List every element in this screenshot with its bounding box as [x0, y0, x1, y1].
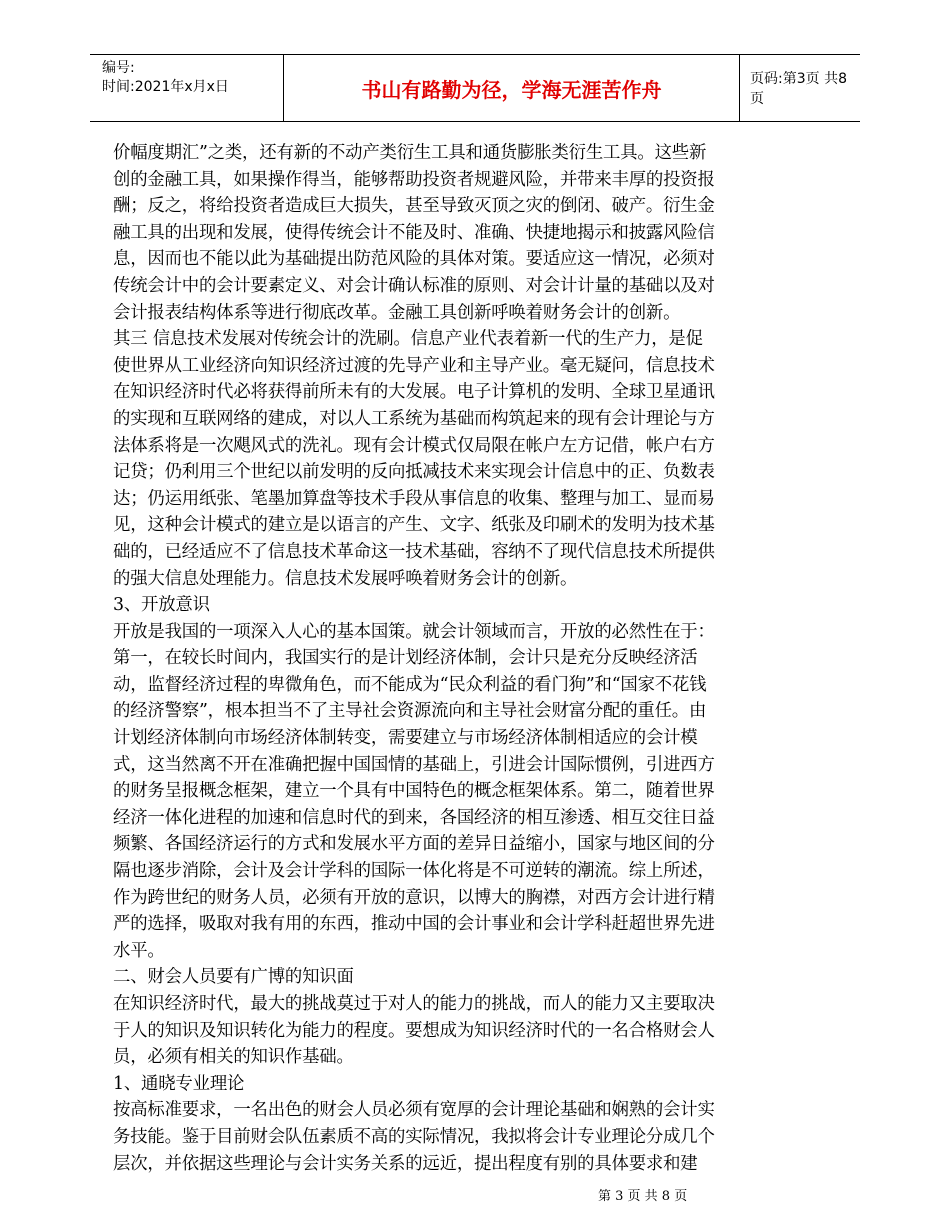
text-line: 创的金融工具，如果操作得当，能够帮助投资者规避风险，并带来丰厚的投资报: [113, 169, 715, 190]
text-line: 严的选择，吸取对我有用的东西，推动中国的会计事业和会计学科赶超世界先进: [113, 914, 715, 935]
text-line: 见，这种会计模式的建立是以语言的产生、文字、纸张及印刷术的发明为技术基: [113, 515, 715, 536]
text-line: 的经济警察”，根本担当不了主导社会资源流向和主导社会财富分配的重任。由: [113, 701, 707, 722]
document-body: [113, 140, 768, 1177]
text-line: 在知识经济时代必将获得前所未有的大发展。电子计算机的发明、全球卫星通讯: [113, 382, 715, 403]
text-line: 务技能。鉴于目前财会队伍素质不高的实际情况，我拟将会计专业理论分成几个: [113, 1126, 715, 1147]
text-line: 记贷；仍利用三个世纪以前发明的反向抵减技术来实现会计信息中的正、负数表: [113, 462, 715, 483]
text-line: 动，监督经济过程的卑微角色，而不能成为“民众利益的看门狗”和“国家不花钱: [113, 674, 707, 695]
document-time-label: 时间:2021年x月x日: [102, 79, 229, 95]
text-line: 达；仍运用纸张、笔墨加算盘等技术手段从事信息的收集、整理与加工、显而易: [113, 488, 715, 509]
text-line: 息，因而也不能以此为基础提出防范风险的具体对策。要适应这一情况，必须对: [113, 249, 715, 270]
text-line: 价幅度期汇”之类，还有新的不动产类衍生工具和通货膨胀类衍生工具。这些新: [113, 143, 707, 163]
text-line: 水平。: [113, 940, 165, 961]
text-line: 隔也逐步消除，会计及会计学科的国际一体化将是不可逆转的潮流。综上所述，: [113, 861, 715, 882]
header-page-number: 页码:第3页 共8页: [750, 71, 847, 107]
text-line: 计划经济体制向市场经济体制转变，需要建立与市场经济体制相适应的会计模: [113, 728, 698, 749]
text-line: 其三 信息技术发展对传统会计的洗刷。信息产业代表着新一代的生产力，是促: [113, 329, 703, 350]
text-line: 3、开放意识: [113, 595, 210, 616]
text-line: 会计报表结构体系等进行彻底改革。金融工具创新呼唤着财务会计的创新。: [113, 302, 681, 323]
text-line: 第一，在较长时间内，我国实行的是计划经济体制，会计只是充分反映经济活: [113, 648, 698, 669]
text-line: 员，必须有相关的知识作基础。: [113, 1047, 354, 1068]
text-line: 经济一体化进程的加速和信息时代的到来，各国经济的相互渗透、相互交往日益: [113, 807, 715, 828]
header-motto: 书山有路勤为径，学海无涯苦作舟: [283, 55, 740, 121]
document-number-label: 编号:: [102, 60, 135, 76]
text-line: 开放是我国的一项深入人心的基本国策。就会计领域而言，开放的必然性在于：: [113, 621, 715, 642]
text-line: 1、通晓专业理论: [113, 1073, 245, 1094]
text-line: 作为跨世纪的财务人员，必须有开放的意识，以博大的胸襟，对西方会计进行精: [113, 887, 715, 908]
header-meta: [90, 55, 283, 121]
text-line: 法体系将是一次飓风式的洗礼。现有会计模式仅局限在帐户左方记借，帐户右方: [113, 435, 715, 456]
text-line: 在知识经济时代，最大的挑战莫过于对人的能力的挑战，而人的能力又主要取决: [113, 994, 715, 1014]
text-line: 按高标准要求，一名出色的财会人员必须有宽厚的会计理论基础和娴熟的会计实: [113, 1100, 715, 1121]
text-line: 层次，并依据这些理论与会计实务关系的远近，提出程度有别的具体要求和建: [113, 1153, 698, 1174]
text-line: 融工具的出现和发展，使得传统会计不能及时、准确、快捷地揭示和披露风险信: [113, 222, 715, 243]
text-line: 频繁、各国经济运行的方式和发展水平方面的差异日益缩小，国家与地区间的分: [113, 834, 715, 855]
page-footer: 第 3 页 共 8 页: [598, 1189, 688, 1204]
text-line: 的实现和互联网络的建成，对以人工系统为基础而构筑起来的现有会计理论与方: [113, 408, 715, 429]
text-line: 酬；反之，将给投资者造成巨大损失，甚至导致灭顶之灾的倒闭、破产。衍生金: [113, 196, 715, 217]
page-header: [90, 54, 860, 122]
text-line: 础的，已经适应不了信息技术革命这一技术基础，容纳不了现代信息技术所提供: [113, 541, 715, 562]
text-line: 传统会计中的会计要素定义、对会计确认标准的原则、对会计计量的基础以及对: [113, 275, 715, 296]
text-line: 的强大信息处理能力。信息技术发展呼唤着财务会计的创新。: [113, 568, 578, 589]
text-line: 于人的知识及知识转化为能力的程度。要想成为知识经济时代的一名合格财会人: [113, 1020, 715, 1041]
text-line: 二、财会人员要有广博的知识面: [113, 967, 354, 988]
text-line: 的财务呈报概念框架，建立一个具有中国特色的概念框架体系。第二，随着世界: [113, 781, 715, 802]
text-line: 式，这当然离不开在准确把握中国国情的基础上，引进会计国际惯例，引进西方: [113, 754, 715, 775]
text-line: 使世界从工业经济向知识经济过渡的先导产业和主导产业。毫无疑问，信息技术: [113, 355, 715, 376]
